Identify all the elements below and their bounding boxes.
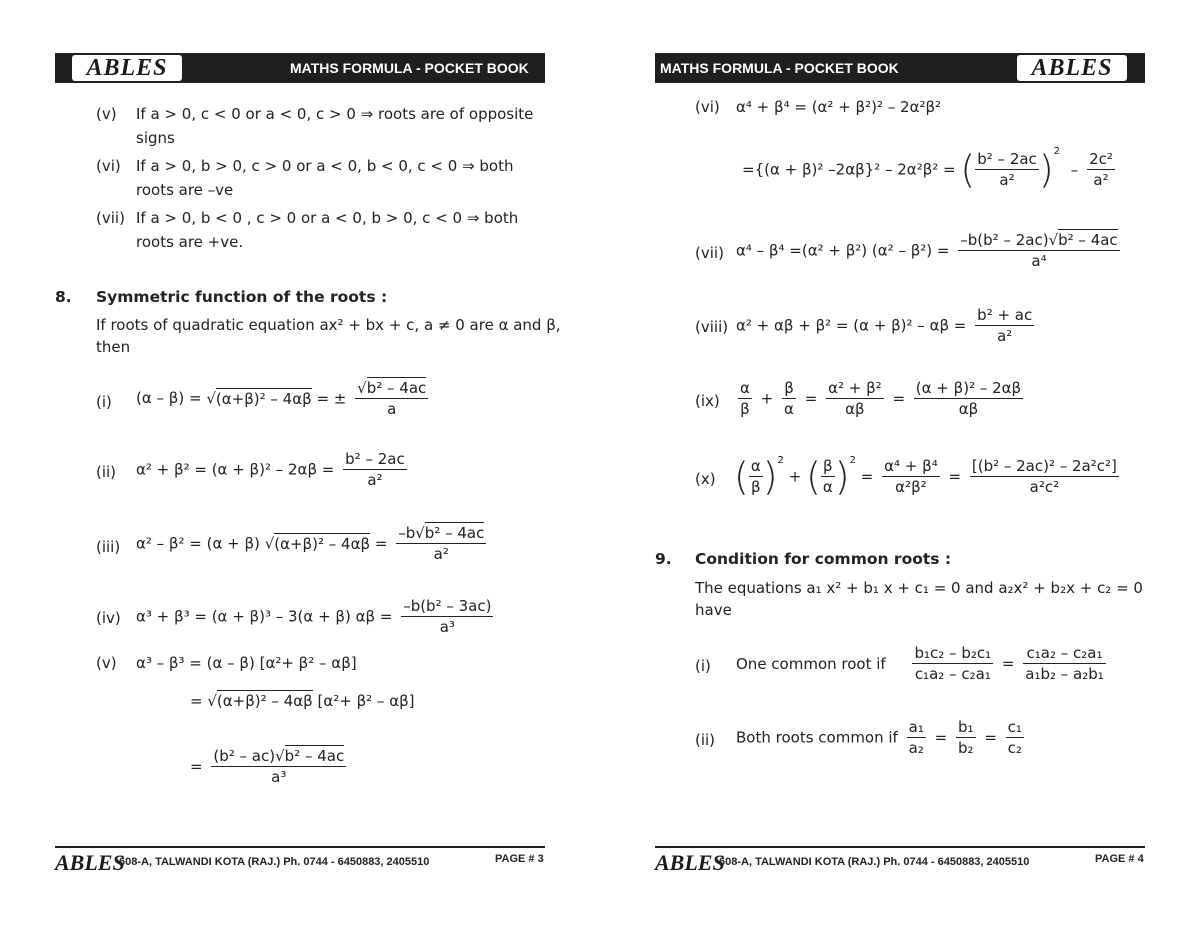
- ables-logo: ABLES: [1017, 55, 1127, 81]
- footer-logo: ABLES: [55, 850, 125, 875]
- condition-ii-frac1-num: a₁: [908, 718, 924, 736]
- formula-v-step2-radical: (α+β)² – 4αβ: [216, 692, 313, 710]
- formula-x-frac1-den: β: [750, 478, 761, 496]
- formula-ix-frac3: [826, 378, 884, 419]
- formula-v-step3-num-radical: b² – 4ac: [284, 747, 345, 765]
- condition-i-frac2-num: c₁a₂ – c₂a₁: [1023, 643, 1106, 664]
- formula-viii-label: (viii): [695, 318, 729, 336]
- formula-vii-num-pre: –b(b² – 2ac): [960, 231, 1049, 249]
- formula-ii-numerator: b² – 2ac: [345, 450, 405, 468]
- formula-vi-step2-fraction2: [1087, 149, 1115, 190]
- formula-vii-denominator: a⁴: [1031, 252, 1047, 270]
- formula-i-numerator: b² – 4ac: [366, 379, 427, 397]
- item-vii-label: (vii): [96, 209, 125, 227]
- formula-ix-frac2-den: α: [784, 400, 794, 418]
- footer: [655, 846, 1145, 874]
- formula-iii-lhs: α² – β² = (α + β): [136, 534, 260, 553]
- formula-ix-frac2: [782, 378, 796, 419]
- formula-vii: [736, 230, 1124, 271]
- condition-ii-frac3-num: c₁: [1007, 718, 1022, 736]
- section-8-number: 8.: [55, 288, 72, 306]
- condition-i-frac1: [912, 643, 993, 684]
- ables-logo: ABLES: [72, 55, 182, 81]
- footer-logo: ABLES: [655, 850, 725, 875]
- formula-i: (α – β) = √(α+β)² – 4αβ = ± $\frac{\text{√b² – 4ac}}{a}$: [136, 379, 427, 418]
- section-8-intro: If roots of quadratic equation ax² + bx + c, a ≠ 0 are α and β,: [96, 316, 561, 334]
- formula-viii-numerator: b² + ac: [977, 306, 1033, 324]
- section-8-title: Symmetric function of the roots :: [96, 288, 388, 306]
- formula-vi-step2-numerator2: 2c²: [1089, 150, 1113, 168]
- formula-x-frac2-den: α: [822, 478, 833, 496]
- formula-i-lhs: (α – β) =: [136, 389, 202, 407]
- formula-ix-eq1: =: [804, 389, 818, 408]
- condition-i-eq: =: [1001, 654, 1015, 673]
- formula-viii-fraction: [975, 305, 1034, 346]
- formula-ix-label: (ix): [695, 392, 720, 410]
- formula-vi-step2-denominator2: a²: [1093, 171, 1109, 189]
- formula-x-frac2: [821, 456, 835, 497]
- formula-x-exp1: 2: [777, 455, 784, 466]
- item-vi-text: If a > 0, b > 0, c > 0 or a < 0, b < 0, c < 0 ⇒ both: [136, 157, 514, 175]
- formula-iii-label: (iii): [96, 538, 121, 556]
- formula-x-exp2: 2: [849, 455, 856, 466]
- condition-ii-eq2: =: [984, 728, 997, 747]
- formula-viii: [736, 305, 1038, 346]
- formula-v-step2-tail: [α²+ β² – αβ]: [317, 692, 415, 710]
- formula-x-frac2-num: β: [821, 456, 835, 477]
- formula-iv-denominator: a³: [439, 618, 455, 636]
- formula-ix-frac4-den: αβ: [958, 400, 979, 418]
- formula-iii-num-pre: –b: [398, 524, 416, 542]
- formula-x-frac1-num: α: [750, 457, 761, 475]
- condition-ii-eq1: =: [934, 728, 948, 747]
- formula-iii-radical: (α+β)² – 4αβ: [274, 534, 371, 553]
- formula-i-radical: (α+β)² – 4αβ: [215, 389, 312, 408]
- condition-ii: [736, 717, 1028, 758]
- header-title: MATHS FORMULA - POCKET BOOK: [660, 60, 899, 76]
- formula-x-eq2: =: [948, 467, 962, 486]
- header-bar: [55, 53, 545, 83]
- section-9-intro-cont: have: [695, 601, 732, 619]
- condition-ii-frac3: [1006, 717, 1024, 758]
- formula-ix-frac1: [738, 378, 752, 419]
- formula-v-step3-fraction: $\frac{\text{(b² – ac)√b² – 4ac}}{\text{a³}}$: [213, 747, 345, 786]
- condition-i-frac1-num: b₁c₂ – b₂c₁: [914, 644, 992, 662]
- condition-i-text: One common root if: [736, 654, 886, 673]
- formula-v-step3-denominator: a³: [271, 768, 287, 786]
- section-8-intro-cont: then: [96, 338, 131, 356]
- condition-ii-frac2: [956, 717, 976, 758]
- formula-vi-label: (vi): [695, 98, 720, 116]
- formula-vi-step2-lhs: ={(α + β)² –2αβ}² – 2α²β² =: [742, 160, 956, 179]
- formula-iv-lhs: α³ + β³ = (α + β)³ – 3(α + β) αβ =: [136, 607, 393, 626]
- formula-ix-frac4-num: (α + β)² – 2αβ: [915, 379, 1022, 397]
- item-v-label: (v): [96, 105, 117, 123]
- condition-ii-text: Both roots common if: [736, 728, 898, 747]
- formula-v-step3-eq: =: [190, 757, 203, 776]
- formula-v-step3-num-pre: (b² – ac): [213, 747, 276, 765]
- formula-vii-num-radical: b² – 4ac: [1058, 231, 1118, 249]
- formula-vi-lhs: α⁴ + β⁴ = (α² + β²)² – 2α²β²: [736, 98, 942, 116]
- formula-ii-denominator: a²: [367, 471, 383, 489]
- formula-x-frac1: [749, 456, 763, 497]
- page-number: PAGE # 3: [495, 853, 544, 865]
- item-v-text: If a > 0, c < 0 or a < 0, c > 0 ⇒ roots are of opposite: [136, 105, 534, 123]
- formula-iii-fraction: $\frac{\text{–b√b² – 4ac}}{\text{a²}}$: [398, 524, 485, 563]
- formula-x: ( $\frac{\alpha}{\beta}$ )$^2$ + ( $\frac{\beta}{\alpha}$ )$^2$ = $\frac{\text{α⁴ + β⁴}}{\text{α²β²}}$ = $\frac{\text{[(b² – 2ac)² – 2a²c²]}}{\text{a²c²}}$: [734, 454, 1117, 499]
- formula-ix-frac2-num: β: [782, 378, 796, 399]
- item-v-text-cont: signs: [136, 129, 175, 147]
- condition-ii-frac3-den: c₂: [1007, 739, 1022, 757]
- formula-iv-label: (iv): [96, 609, 121, 627]
- formula-v-step2: = √(α+β)² – 4αβ [α²+ β² – αβ]: [190, 692, 415, 710]
- formula-viii-denominator: a²: [997, 327, 1013, 345]
- page-number: PAGE # 4: [1095, 853, 1144, 865]
- condition-i-frac2: [1023, 643, 1106, 684]
- formula-vi-step2-numerator: b² – 2ac: [977, 150, 1037, 168]
- header-title: MATHS FORMULA - POCKET BOOK: [290, 60, 529, 76]
- section-9-title: Condition for common roots :: [695, 550, 952, 568]
- formula-vi-step2-denominator: a²: [999, 171, 1015, 189]
- formula-vii-label: (vii): [695, 244, 724, 262]
- formula-vii-lhs: α⁴ – β⁴ =(α² + β²) (α² – β²) =: [736, 241, 950, 260]
- formula-ix: [734, 378, 1027, 419]
- section-9-intro: The equations a₁ x² + b₁ x + c₁ = 0 and a₂x² + b₂x + c₂ = 0: [695, 579, 1143, 597]
- formula-v-step2-eq: =: [190, 692, 203, 710]
- formula-viii-lhs: α² + αβ + β² = (α + β)² – αβ =: [736, 316, 967, 335]
- item-vi-text-cont: roots are –ve: [136, 181, 234, 199]
- condition-ii-frac1-den: a₂: [908, 739, 924, 757]
- item-vii-text-cont: roots are +ve.: [136, 233, 244, 251]
- formula-v-step3: [190, 746, 350, 787]
- formula-ix-frac3-num: α² + β²: [828, 379, 882, 397]
- formula-x-frac4-num: [(b² – 2ac)² – 2a²c²]: [971, 457, 1117, 475]
- formula-ix-frac1-den: β: [740, 400, 750, 418]
- formula-iv-numerator: –b(b² – 3ac): [403, 597, 492, 615]
- formula-x-frac3-den: α²β²: [895, 478, 927, 496]
- formula-ii-label: (ii): [96, 463, 117, 481]
- formula-v-lhs: α³ – β³ = (α – β) [α²+ β² – αβ]: [136, 654, 357, 672]
- formula-x-frac4: [970, 456, 1119, 497]
- condition-i-frac2-den: a₁b₂ – a₂b₁: [1025, 665, 1104, 683]
- formula-ix-frac3-den: αβ: [845, 400, 865, 418]
- condition-ii-label: (ii): [695, 731, 716, 749]
- formula-ii-fraction: [343, 449, 407, 490]
- page-4: [600, 0, 1200, 927]
- formula-iii-eq: =: [374, 534, 388, 553]
- formula-vi-step2-fraction: [975, 149, 1039, 190]
- formula-ix-frac1-num: α: [740, 379, 750, 397]
- formula-x-frac3: [882, 456, 940, 497]
- formula-iv-fraction: [401, 596, 493, 637]
- formula-ix-eq2: =: [892, 389, 906, 408]
- condition-ii-frac2-den: b₂: [957, 739, 974, 757]
- formula-iii-num-radical: b² – 4ac: [424, 524, 485, 542]
- formula-ii: [136, 449, 411, 490]
- formula-x-eq1: =: [860, 467, 874, 486]
- item-vii-text: If a > 0, b < 0 , c > 0 or a < 0, b > 0, c < 0 ⇒ both: [136, 209, 519, 227]
- formula-vi-step2: ={(α + β)² –2αβ}² – 2α²β² = ( $\frac{\text{b² – 2ac}}{\text{a²}}$ )$^2$ – $\frac{\text{2c²}}{\text{a²}}$: [742, 146, 1113, 192]
- formula-i-mid: = ±: [316, 389, 347, 408]
- footer: [55, 846, 545, 874]
- formula-x-frac4-den: a²c²: [1029, 478, 1060, 496]
- formula-iii-denominator: a²: [433, 545, 449, 563]
- formula-v-label: (v): [96, 654, 117, 672]
- formula-i-fraction: $\frac{\text{√b² – 4ac}}{a}$: [357, 379, 427, 418]
- footer-address: 608-A, TALWANDI KOTA (RAJ.) Ph. 0744 - 6450883, 2405510: [719, 856, 1030, 868]
- formula-vi-step2-minus: –: [1070, 160, 1079, 179]
- formula-ix-frac4: [914, 378, 1023, 419]
- formula-iii: α² – β² = (α + β) √(α+β)² – 4αβ = $\frac{\text{–b√b² – 4ac}}{\text{a²}}$: [136, 524, 485, 563]
- condition-i: [736, 643, 1110, 684]
- condition-ii-frac1: [907, 717, 926, 758]
- formula-x-label: (x): [695, 470, 716, 488]
- formula-vi-step2-exponent: 2: [1053, 146, 1061, 157]
- condition-ii-frac2-num: b₁: [957, 718, 974, 736]
- item-vi-label: (vi): [96, 157, 121, 175]
- formula-i-label: (i): [96, 393, 112, 411]
- formula-vii-fraction: $\frac{\text{–b(b² – 2ac)√b² – 4ac}}{\text{a⁴}}$: [960, 231, 1118, 270]
- formula-x-plus: +: [788, 467, 802, 486]
- footer-address: 608-A, TALWANDI KOTA (RAJ.) Ph. 0744 - 6450883, 2405510: [119, 856, 430, 868]
- section-9-number: 9.: [655, 550, 672, 568]
- condition-i-label: (i): [695, 657, 711, 675]
- header-bar: [655, 53, 1145, 83]
- formula-ix-plus: +: [760, 389, 774, 408]
- formula-iv: [136, 596, 497, 637]
- formula-x-frac3-num: α⁴ + β⁴: [884, 457, 938, 475]
- formula-i-denominator: a: [387, 400, 397, 418]
- formula-ii-lhs: α² + β² = (α + β)² – 2αβ =: [136, 460, 335, 479]
- condition-i-frac1-den: c₁a₂ – c₂a₁: [914, 665, 991, 683]
